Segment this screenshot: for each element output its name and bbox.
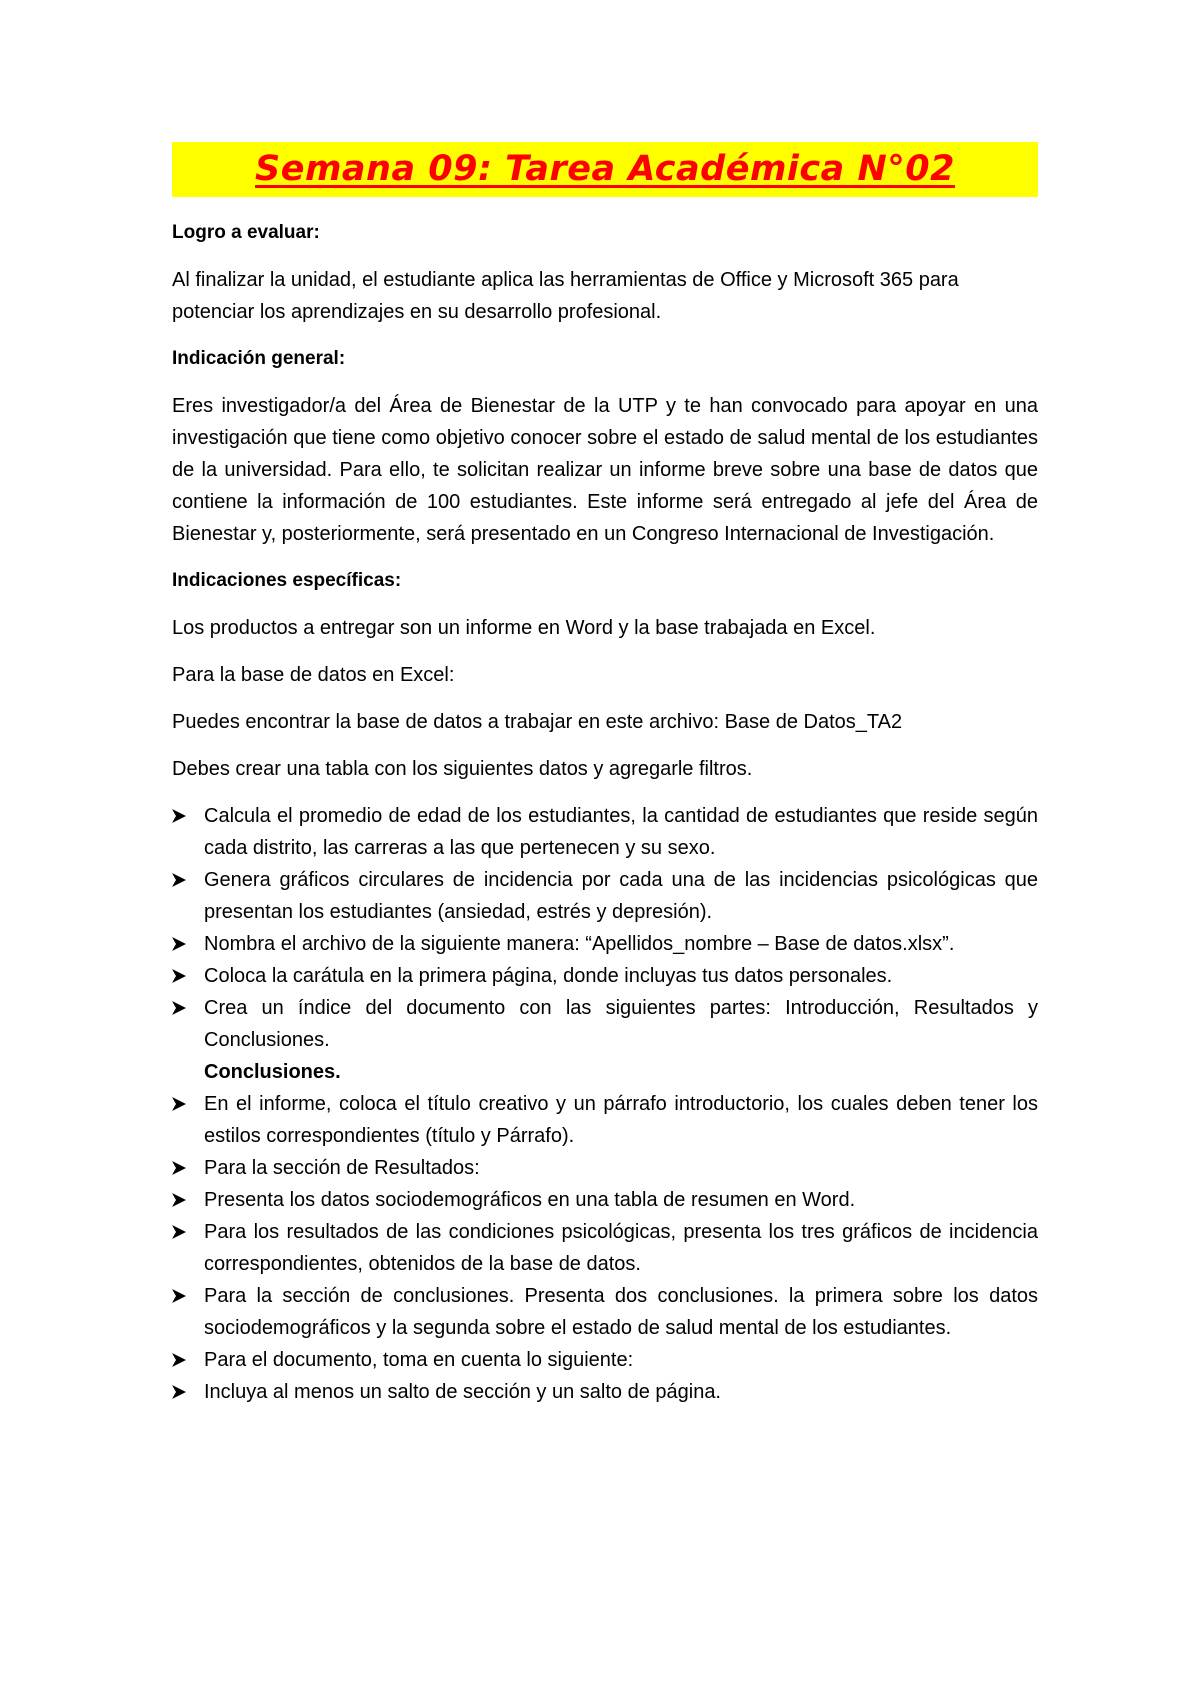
indicacion-general-text: Eres investigador/a del Área de Bienestar de la UTP y te han convocado para apoyar en una investigación que tiene como objetivo conocer sobre el estado de salud mental de los estudiantes de la universidad. Para ello, te solicitan realizar un informe breve sobre una base de datos que contiene la información de 100 estudiantes. Este informe será entregado al jefe del Área de Bienestar y, posteriormente, será presentado en un Congreso Internacional de Investigación. — [172, 395, 1038, 545]
list-item-text: Para el documento, toma en cuenta lo siguiente: — [204, 1349, 634, 1371]
list-item — [130, 1280, 1038, 1344]
list-item-text: Nombra el archivo de la siguiente manera: “Apellidos_nombre – Base de datos.xlsx”. — [204, 933, 955, 955]
tabla-text: Debes crear una tabla con los siguientes datos y agregarle filtros. — [172, 758, 753, 780]
list-item-subtext: Conclusiones. — [204, 1061, 341, 1083]
indicacion-general-heading: Indicación general: — [172, 348, 346, 369]
arrowhead-bullet-icon — [170, 1152, 188, 1184]
arrowhead-bullet-icon — [170, 992, 188, 1024]
list-item — [130, 928, 1038, 960]
list-item-text: Para la sección de Resultados: — [204, 1157, 480, 1179]
list-item — [130, 1376, 1038, 1408]
arrowhead-bullet-icon — [170, 1280, 188, 1312]
list-item-text: En el informe, coloca el título creativo y un párrafo introductorio, los cuales deben tener los estilos correspondientes (título y Párrafo). — [204, 1093, 1038, 1147]
arrowhead-bullet-icon — [170, 1376, 188, 1408]
list-item — [130, 992, 1038, 1088]
list-item — [130, 1184, 1038, 1216]
list-item-text: Genera gráficos circulares de incidencia por cada una de las incidencias psicológicas que presentan los estudiantes (ansiedad, estrés y depresión). — [204, 869, 1038, 923]
list-item — [130, 800, 1038, 864]
list-item — [130, 960, 1038, 992]
arrowhead-bullet-icon — [170, 1344, 188, 1376]
title-banner — [172, 142, 1038, 197]
document-content — [172, 142, 1038, 1408]
arrowhead-bullet-icon — [170, 1184, 188, 1216]
excel-intro-text: Para la base de datos en Excel: — [172, 664, 455, 686]
arrowhead-bullet-icon — [170, 1088, 188, 1120]
logro-heading: Logro a evaluar: — [172, 222, 320, 243]
list-item — [130, 1344, 1038, 1376]
instructions-list — [172, 800, 1038, 1408]
logro-text: Al finalizar la unidad, el estudiante aplica las herramientas de Office y Microsoft 365 para potenciar los aprendizajes en su desarrollo profesional. — [172, 269, 959, 323]
list-item — [130, 1152, 1038, 1184]
arrowhead-bullet-icon — [170, 960, 188, 992]
list-item — [130, 1088, 1038, 1152]
arrowhead-bullet-icon — [170, 864, 188, 896]
list-item-text: Crea un índice del documento con las siguientes partes: Introducción, Resultados y Conclusiones. — [204, 997, 1038, 1051]
arrowhead-bullet-icon — [170, 800, 188, 832]
list-item-text: Presenta los datos sociodemográficos en una tabla de resumen en Word. — [204, 1189, 856, 1211]
list-item-text: Coloca la carátula en la primera página, donde incluyas tus datos personales. — [204, 965, 893, 987]
list-item — [130, 864, 1038, 928]
arrowhead-bullet-icon — [170, 1216, 188, 1248]
list-item-text: Para los resultados de las condiciones psicológicas, presenta los tres gráficos de incidencia correspondientes, obtenidos de la base de datos. — [204, 1221, 1038, 1275]
list-item-text: Para la sección de conclusiones. Presenta dos conclusiones. la primera sobre los datos sociodemográficos y la segunda sobre el estado de salud mental de los estudiantes. — [204, 1285, 1038, 1339]
arrowhead-bullet-icon — [170, 928, 188, 960]
list-item-text: Calcula el promedio de edad de los estudiantes, la cantidad de estudiantes que reside según cada distrito, las carreras a las que pertenecen y su sexo. — [204, 805, 1038, 859]
indicaciones-especificas-heading: Indicaciones específicas: — [172, 570, 402, 591]
archivo-text: Puedes encontrar la base de datos a trabajar en este archivo: Base de Datos_TA2 — [172, 711, 903, 733]
list-item-text: Incluya al menos un salto de sección y un salto de página. — [204, 1381, 721, 1403]
list-item — [130, 1216, 1038, 1280]
productos-text: Los productos a entregar son un informe en Word y la base trabajada en Excel. — [172, 617, 876, 639]
document-title: Semana 09: Tarea Académica N°02 — [255, 149, 955, 189]
